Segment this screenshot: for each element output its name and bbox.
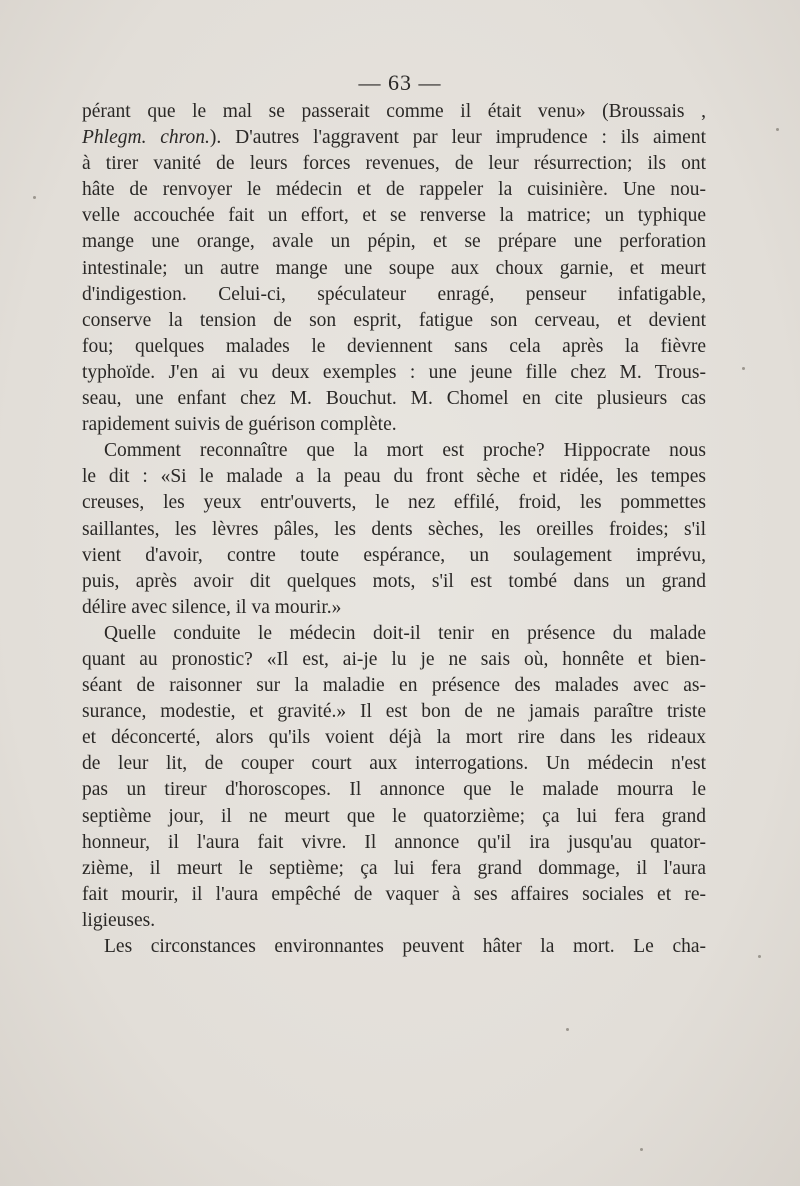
text-line: creuses, les yeux entr'ouverts, le nez effilé, froid, les pommettes	[82, 492, 706, 514]
text-line: fou; quelques malades le deviennent sans cela après la fièvre	[82, 335, 706, 357]
text-line: conserve la tension de son esprit, fatigue son cerveau, et devient	[82, 309, 706, 331]
text-line: septième jour, il ne meurt que le quatorzième; ça lui fera grand	[82, 805, 706, 827]
paper-speck	[33, 196, 36, 199]
text-line: à tirer vanité de leurs forces revenues, de leur résurrection; ils ont	[82, 153, 706, 175]
text-line: délire avec silence, il va mourir.»	[82, 596, 342, 618]
text-line: de leur lit, de couper court aux interrogations. Un médecin n'est	[82, 753, 706, 775]
paper-speck	[758, 955, 761, 958]
text-line: Les circonstances environnantes peuvent hâter la mort. Le cha-	[104, 936, 706, 957]
text-line: Comment reconnaître que la mort est proche? Hippocrate nous	[104, 440, 706, 462]
text-line: rapidement suivis de guérison complète.	[82, 414, 397, 436]
text-line: séant de raisonner sur la maladie en présence des malades avec as-	[82, 675, 706, 697]
italic-citation: Phlegm. chron.	[82, 127, 210, 149]
text-line: hâte de renvoyer le médecin et de rappeler la cuisinière. Une nou-	[82, 179, 706, 201]
paragraph-2	[82, 438, 706, 621]
paragraph-4	[82, 934, 706, 960]
text-line: pérant que le mal se passerait comme il était venu» (Broussais ,	[82, 101, 706, 122]
page-number: — 63 —	[358, 70, 442, 95]
text-line: surance, modestie, et gravité.» Il est bon de ne jamais paraître triste	[82, 701, 706, 723]
text-line: et déconcerté, alors qu'ils voient déjà la mort rire dans les rideaux	[82, 727, 706, 749]
text-line: le dit : «Si le malade a la peau du front sèche et ridée, les tempes	[82, 466, 706, 488]
text-line: seau, une enfant chez M. Bouchut. M. Chomel en cite plusieurs cas	[82, 388, 706, 410]
paper-speck	[776, 128, 779, 131]
text-line: honneur, il l'aura fait vivre. Il annonce qu'il ira jusqu'au quator-	[82, 831, 706, 853]
text-line: quant au pronostic? «Il est, ai-je lu je ne sais où, honnête et bien-	[82, 648, 706, 670]
text-line: d'indigestion. Celui-ci, spéculateur enragé, penseur infatigable,	[82, 283, 706, 305]
text-line: saillantes, les lèvres pâles, les dents sèches, les oreilles froides; s'il	[82, 518, 706, 540]
paper-speck	[640, 1148, 643, 1151]
paper-speck	[742, 367, 745, 370]
text-line: Quelle conduite le médecin doit-il tenir en présence du malade	[104, 622, 706, 644]
line-remainder: ). D'autres l'aggravent par leur imprudence : ils aiment	[209, 127, 707, 149]
text-line: pas un tireur d'horoscopes. Il annonce que le malade mourra le	[82, 779, 706, 801]
text-line: ligieuses.	[82, 909, 156, 931]
text-line	[82, 125, 706, 151]
body-text	[82, 99, 706, 960]
paragraph-3	[82, 621, 706, 934]
text-line: typhoïde. J'en ai vu deux exemples : une jeune fille chez M. Trous-	[82, 361, 706, 383]
text-line: velle accouchée fait un effort, et se renverse la matrice; un typhique	[82, 205, 706, 227]
text-line: intestinale; un autre mange une soupe aux choux garnie, et meurt	[82, 257, 706, 279]
text-line: zième, il meurt le septième; ça lui fera grand dommage, il l'aura	[82, 857, 706, 879]
text-line: mange une orange, avale un pépin, et se prépare une perforation	[82, 231, 706, 253]
text-line: fait mourir, il l'aura empêché de vaquer à ses affaires sociales et re-	[82, 883, 706, 905]
text-line: vient d'avoir, contre toute espérance, un soulagement imprévu,	[82, 544, 706, 566]
paragraph-1	[82, 99, 706, 438]
paper-speck	[566, 1028, 569, 1031]
text-line: puis, après avoir dit quelques mots, s'il est tombé dans un grand	[82, 570, 706, 592]
